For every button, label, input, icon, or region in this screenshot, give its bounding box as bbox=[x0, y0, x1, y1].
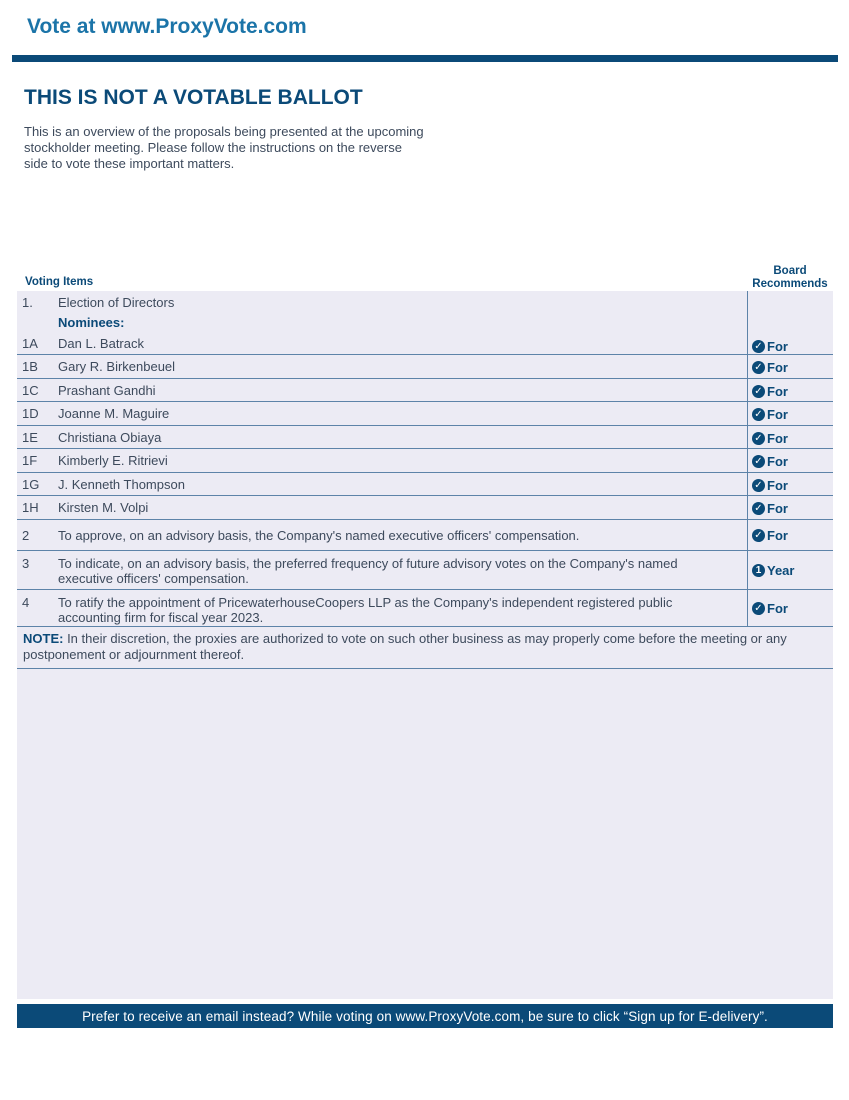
nominee-row bbox=[17, 402, 833, 426]
recommendation bbox=[752, 501, 788, 516]
intro-text: This is an overview of the proposals being presented at the upcoming stockholder meeting. Please follow the instructions on the reverse side to vote these important matters. bbox=[24, 124, 424, 171]
recommendation-label: For bbox=[767, 431, 788, 446]
check-circle-icon: ✓ bbox=[752, 455, 765, 468]
board-recommends-line1: Board bbox=[773, 265, 807, 277]
nominees-label: Nominees: bbox=[58, 315, 125, 330]
check-circle-icon: ✓ bbox=[752, 502, 765, 515]
nominee-name: Christiana Obiaya bbox=[58, 430, 162, 445]
recommendation bbox=[752, 339, 788, 354]
board-recommends-line2: Recommends bbox=[752, 278, 828, 290]
note-text: In their discretion, the proxies are authorized to vote on such other business as may properly come before the meeting or any postponement or adjournment thereof. bbox=[23, 631, 787, 662]
recommendation-label: For bbox=[767, 360, 788, 375]
recommendation-cell bbox=[747, 379, 833, 401]
recommendation bbox=[752, 563, 794, 578]
recommendation-cell bbox=[747, 291, 833, 354]
nominee-name: Gary R. Birkenbeuel bbox=[58, 359, 176, 374]
recommendation bbox=[752, 478, 788, 493]
e-delivery-banner: Prefer to receive an email instead? While voting on www.ProxyVote.com, be sure to click “Sign up for E-delivery”. bbox=[17, 1004, 833, 1028]
recommendation-label: For bbox=[767, 339, 788, 354]
nominee-row bbox=[17, 473, 833, 496]
nominee-row bbox=[17, 379, 833, 402]
proposal-row bbox=[17, 551, 833, 590]
recommendation-label: For bbox=[767, 501, 788, 516]
recommendation-cell bbox=[747, 496, 833, 519]
proposal-row bbox=[17, 520, 833, 551]
recommendation-label: For bbox=[767, 407, 788, 422]
check-circle-icon: ✓ bbox=[752, 361, 765, 374]
proposal-text: To approve, on an advisory basis, the Company's named executive officers' compensation. bbox=[58, 528, 580, 543]
board-recommends-header bbox=[748, 265, 832, 291]
recommendation-cell bbox=[747, 473, 833, 495]
proposal-number: 3 bbox=[22, 556, 30, 571]
proposal-number: 2 bbox=[22, 528, 30, 543]
nominee-name: Dan L. Batrack bbox=[58, 336, 144, 351]
nominee-id: 1A bbox=[22, 336, 38, 351]
nominee-id: 1E bbox=[22, 430, 38, 445]
nominee-id: 1C bbox=[22, 383, 39, 398]
proposal-text: To indicate, on an advisory basis, the preferred frequency of future advisory votes on the Company's named executive officers' compensation. bbox=[58, 556, 678, 586]
nominee-id: 1F bbox=[22, 453, 38, 468]
recommendation-cell bbox=[747, 355, 833, 378]
recommendation-cell bbox=[747, 449, 833, 472]
proposal-row bbox=[17, 590, 833, 627]
number-one-icon: 1 bbox=[752, 564, 765, 577]
recommendation-cell bbox=[747, 551, 833, 589]
recommendation-label: For bbox=[767, 454, 788, 469]
nominee-id: 1H bbox=[22, 500, 39, 515]
nominee-row bbox=[17, 426, 833, 449]
check-circle-icon: ✓ bbox=[752, 479, 765, 492]
proxyvote-title: Vote at www.ProxyVote.com bbox=[27, 15, 307, 38]
recommendation-label: For bbox=[767, 478, 788, 493]
nominee-row bbox=[17, 496, 833, 520]
election-number: 1. bbox=[22, 295, 33, 310]
recommendation bbox=[752, 431, 788, 446]
election-row bbox=[17, 291, 833, 355]
note-row bbox=[17, 627, 833, 669]
nominee-row bbox=[17, 355, 833, 379]
recommendation-label: For bbox=[767, 601, 788, 616]
voting-items-panel bbox=[17, 291, 833, 999]
check-circle-icon: ✓ bbox=[752, 432, 765, 445]
nominee-name: Joanne M. Maguire bbox=[58, 406, 170, 421]
check-circle-icon: ✓ bbox=[752, 340, 765, 353]
nominee-id: 1G bbox=[22, 477, 40, 492]
proposal-number: 4 bbox=[22, 595, 30, 610]
recommendation-cell bbox=[747, 520, 833, 550]
nominee-name: Prashant Gandhi bbox=[58, 383, 156, 398]
check-circle-icon: ✓ bbox=[752, 602, 765, 615]
check-circle-icon: ✓ bbox=[752, 408, 765, 421]
recommendation bbox=[752, 384, 788, 399]
check-circle-icon: ✓ bbox=[752, 529, 765, 542]
nominee-name: Kimberly E. Ritrievi bbox=[58, 453, 168, 468]
recommendation-cell bbox=[747, 590, 833, 626]
recommendation-label: For bbox=[767, 384, 788, 399]
voting-items-header: Voting Items bbox=[25, 276, 94, 288]
nominee-name: J. Kenneth Thompson bbox=[58, 477, 185, 492]
ballot-heading: THIS IS NOT A VOTABLE BALLOT bbox=[24, 86, 363, 109]
nominee-id: 1D bbox=[22, 406, 39, 421]
recommendation bbox=[752, 454, 788, 469]
proposal-text: To ratify the appointment of PricewaterhouseCoopers LLP as the Company's independent registered public accounting firm for fiscal year 2023. bbox=[58, 595, 673, 625]
check-circle-icon: ✓ bbox=[752, 385, 765, 398]
header-rule bbox=[12, 55, 838, 62]
recommendation bbox=[752, 601, 788, 616]
recommendation-label: Year bbox=[767, 563, 795, 578]
nominee-row bbox=[17, 449, 833, 473]
nominee-name: Kirsten M. Volpi bbox=[58, 500, 149, 515]
note-label: NOTE: bbox=[23, 631, 64, 646]
recommendation bbox=[752, 360, 788, 375]
recommendation-cell bbox=[747, 426, 833, 448]
recommendation-label: For bbox=[767, 528, 788, 543]
election-title: Election of Directors bbox=[58, 295, 175, 310]
recommendation bbox=[752, 528, 788, 543]
recommendation bbox=[752, 407, 788, 422]
nominee-id: 1B bbox=[22, 359, 38, 374]
recommendation-cell bbox=[747, 402, 833, 425]
